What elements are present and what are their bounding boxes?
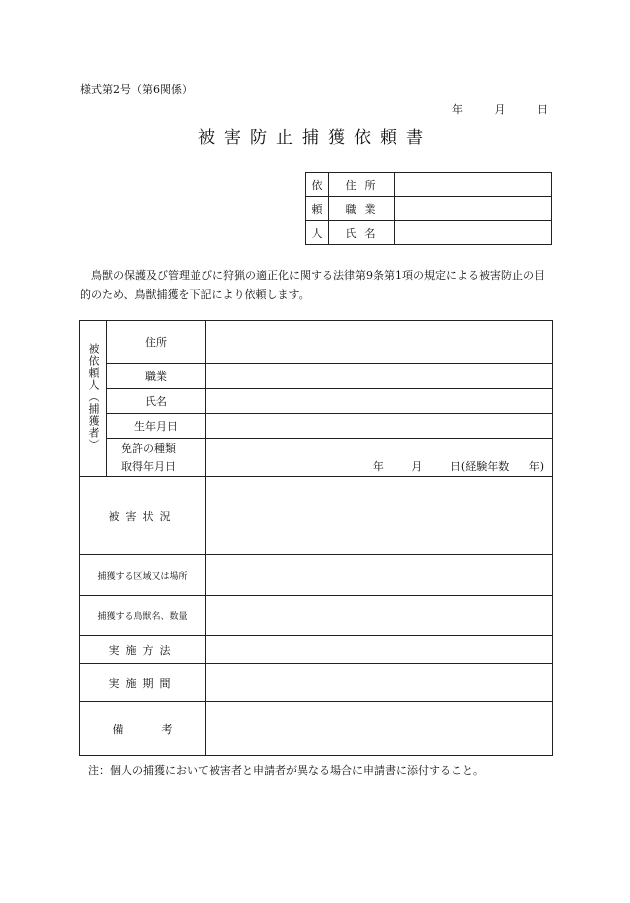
- requester-row-name: [306, 221, 552, 245]
- main-row-species: [80, 596, 553, 636]
- requester-row-address: [306, 173, 552, 197]
- main-table: [79, 320, 553, 756]
- license-field[interactable]: [206, 439, 553, 477]
- requester-group-char: 頼: [306, 197, 329, 221]
- area-field[interactable]: [206, 555, 553, 596]
- main-row-remarks: [80, 702, 553, 756]
- requester-table: [305, 172, 552, 245]
- period-label: 実施期間: [80, 664, 206, 702]
- area-label: 捕獲する区域又は場所: [80, 555, 206, 596]
- license-labels: [107, 439, 206, 477]
- license-day-experience-label: 日(経験年数: [449, 460, 510, 473]
- main-row-occupation: [80, 364, 553, 389]
- footnote: 注：個人の捕獲において被害者と申請者が異なる場合に申請書に添付すること。: [88, 764, 484, 777]
- method-label: 実施方法: [80, 636, 206, 664]
- damage-field[interactable]: [206, 477, 553, 555]
- main-row-name: [80, 389, 553, 414]
- requester-group-char: 人: [306, 221, 329, 245]
- license-years-label: 年): [528, 460, 544, 473]
- requester-group-char: 依: [306, 173, 329, 197]
- main-row-address: [80, 321, 553, 364]
- request-statement: 鳥獣の保護及び管理並びに狩猟の適正化に関する法律第9条第1項の規定による被害防止の目的のため、鳥獣捕獲を下記により依頼します。: [80, 269, 545, 301]
- contractor-group-label: 被依頼人（捕獲者）: [87, 343, 100, 451]
- date-month-label: 月: [494, 103, 506, 116]
- license-year-label: 年: [372, 460, 384, 473]
- date-year-label: 年: [452, 103, 463, 116]
- main-row-area: [80, 555, 553, 596]
- license-date-line: [373, 458, 544, 474]
- period-field[interactable]: [206, 664, 553, 702]
- damage-label: 被害状況: [80, 477, 206, 555]
- contractor-occupation-label: 職業: [107, 364, 206, 389]
- contractor-name-field[interactable]: [206, 389, 553, 414]
- species-field[interactable]: [206, 596, 553, 636]
- main-row-license: [80, 439, 553, 477]
- contractor-address-field[interactable]: [206, 321, 553, 364]
- main-row-birthdate: [80, 414, 553, 439]
- license-date-label: 取得年月日: [121, 459, 176, 473]
- contractor-name-label: 氏名: [107, 389, 206, 414]
- remarks-label-char-2: 考: [161, 722, 173, 736]
- main-row-period: [80, 664, 553, 702]
- contractor-occupation-field[interactable]: [206, 364, 553, 389]
- remarks-label: [80, 702, 206, 756]
- requester-address-field[interactable]: [395, 173, 552, 197]
- requester-name-label: 氏名: [329, 221, 395, 245]
- form-number: 様式第2号（第6関係）: [80, 83, 193, 96]
- requester-name-field[interactable]: [395, 221, 552, 245]
- contractor-birthdate-field[interactable]: [206, 414, 553, 439]
- requester-address-label: 住所: [329, 173, 395, 197]
- requester-row-occupation: [306, 197, 552, 221]
- remarks-label-char-1: 備: [112, 722, 124, 736]
- requester-occupation-field[interactable]: [395, 197, 552, 221]
- license-month-label: 月: [411, 460, 423, 473]
- date-line: [452, 101, 548, 117]
- requester-occupation-label: 職業: [329, 197, 395, 221]
- method-field[interactable]: [206, 636, 553, 664]
- main-row-method: [80, 636, 553, 664]
- document-title: 被害防止捕獲依頼書: [198, 128, 432, 148]
- date-day-label: 日: [537, 103, 548, 116]
- remarks-field[interactable]: [206, 702, 553, 756]
- contractor-group-header: [80, 321, 107, 477]
- contractor-address-label: 住所: [107, 321, 206, 364]
- license-type-label: 免許の種類: [121, 441, 176, 455]
- main-row-damage: [80, 477, 553, 555]
- species-label: 捕獲する鳥獣名、数量: [80, 596, 206, 636]
- contractor-birthdate-label: 生年月日: [107, 414, 206, 439]
